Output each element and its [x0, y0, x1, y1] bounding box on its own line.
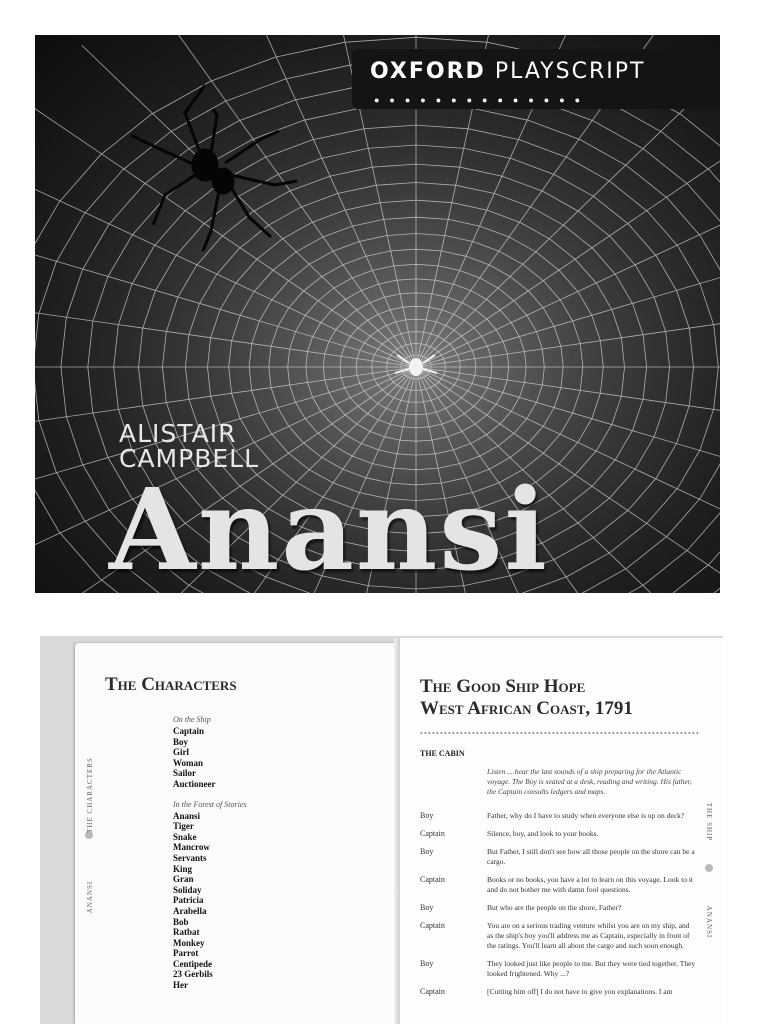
- character-name: Snake: [173, 831, 197, 842]
- dialogue-line: [420, 811, 700, 821]
- side-dot: [705, 864, 713, 872]
- character-group-label: In the Forest of Stories: [173, 799, 247, 809]
- author-last-name: CAMPBELL: [119, 444, 260, 473]
- speech-text: They looked just like people to me. But they were tied together. They looked frightened. Why ...?: [487, 959, 696, 978]
- left-page-side-label: [75, 757, 105, 923]
- speech-text: Father, why do I have to study when everyone else is up on deck?: [487, 811, 685, 820]
- speaker-name: Boy: [420, 903, 434, 912]
- character-name: Bob: [173, 916, 189, 927]
- speaker-name: Captain: [420, 987, 445, 996]
- character-name: Arabella: [173, 905, 207, 916]
- right-page: [400, 638, 723, 1024]
- dialogue-line: [420, 829, 700, 839]
- left-side-text-section: THE CHARACTERS: [86, 757, 94, 833]
- right-side-text-section: THE SHIP: [705, 802, 713, 842]
- character-name: Patricia: [173, 895, 204, 906]
- character-list: [173, 715, 373, 991]
- scene-heading: [420, 676, 633, 720]
- character-name: Centipede: [173, 958, 212, 969]
- character-name: Auctioneer: [173, 778, 216, 789]
- dialogue-list: [420, 811, 700, 1005]
- dialogue-line: [420, 921, 700, 951]
- character-name: Anansi: [173, 810, 201, 821]
- series-title-bold: OXFORD: [370, 59, 486, 84]
- character-name: Sailor: [173, 768, 197, 779]
- scene-location: THE CABIN: [420, 749, 465, 758]
- right-page-side-label: [701, 802, 717, 958]
- character-name: Gran: [173, 874, 194, 885]
- series-title: [370, 59, 645, 84]
- left-page: [75, 643, 440, 1024]
- stage-direction: Listen ... hear the last sounds of a ship preparing for the Atlantic voyage. The Boy is seated at a desk, reading and writing. His father, the Captain consults ledgers and maps.: [487, 767, 692, 796]
- speech-text: But Father, I still don't see how all those people on the shore can be a cargo.: [487, 847, 695, 866]
- character-name: Woman: [173, 757, 204, 768]
- speech-text: Books or no books, you have a lot to learn on this voyage. Look to it and do not bother me with damn fool questions.: [487, 875, 694, 894]
- character-group-label: On the Ship: [173, 715, 211, 724]
- speaker-name: Boy: [420, 959, 434, 968]
- speaker-name: Captain: [420, 875, 445, 884]
- characters-heading: The Characters: [105, 674, 237, 695]
- scene-heading-line1: The Good Ship Hope: [420, 676, 586, 697]
- series-banner: [352, 49, 720, 109]
- character-name: Servants: [173, 852, 207, 863]
- character-name: 23 Gerbils: [173, 969, 213, 980]
- open-book-spread: [40, 636, 723, 1024]
- left-side-text-book: ANANSI: [86, 880, 94, 914]
- author-first-name: ALISTAIR: [119, 419, 237, 448]
- right-side-text-book: ANANSI: [705, 905, 713, 939]
- character-name: Her: [173, 980, 188, 991]
- author-name: [119, 421, 259, 471]
- speech-text: Silence, boy, and look to your books.: [487, 829, 599, 838]
- character-name: Girl: [173, 747, 189, 758]
- character-name: Boy: [173, 736, 189, 747]
- speech-text: You are on a serious trading venture whilst you are on my ship, and as the ship's boy you'll address me as Captain, especially in front of the ratings. You'll learn all about the cargo and such soon enough.: [487, 921, 690, 950]
- series-title-light: PLAYSCRIPT: [494, 59, 646, 84]
- speech-text: [Cutting him off] I do not have to give you explanations. I am: [487, 987, 673, 996]
- dialogue-line: [420, 875, 700, 895]
- character-name: Ratbat: [173, 927, 200, 938]
- character-name: Tiger: [173, 821, 194, 832]
- character-name: Captain: [173, 726, 205, 736]
- character-name: Parrot: [173, 948, 199, 959]
- character-group: [173, 800, 373, 991]
- character-name: Soliday: [173, 884, 202, 895]
- book-title: Anansi: [109, 465, 549, 593]
- speaker-name: Captain: [420, 829, 445, 838]
- banner-dots: ●●●●●●●●●●●●●●: [374, 95, 591, 105]
- dialogue-line: [420, 959, 700, 979]
- speech-text: But who are the people on the shore, Father?: [487, 903, 622, 912]
- speaker-name: Boy: [420, 811, 434, 820]
- dialogue-line: [420, 847, 700, 867]
- book-cover: [35, 35, 720, 593]
- character-name: Monkey: [173, 937, 205, 948]
- dialogue-line: [420, 903, 700, 913]
- character-group: [173, 715, 373, 790]
- character-name: Mancrow: [173, 842, 210, 853]
- speaker-name: Boy: [420, 847, 434, 856]
- scene-heading-line2: West African Coast, 1791: [420, 698, 633, 719]
- speaker-name: Captain: [420, 921, 445, 930]
- character-name: King: [173, 863, 193, 874]
- dotted-rule: ••••••••••••••••••••••••••••••••••••••••••••••••••••••••••••••••••••••: [420, 729, 701, 738]
- dialogue-line: [420, 987, 700, 997]
